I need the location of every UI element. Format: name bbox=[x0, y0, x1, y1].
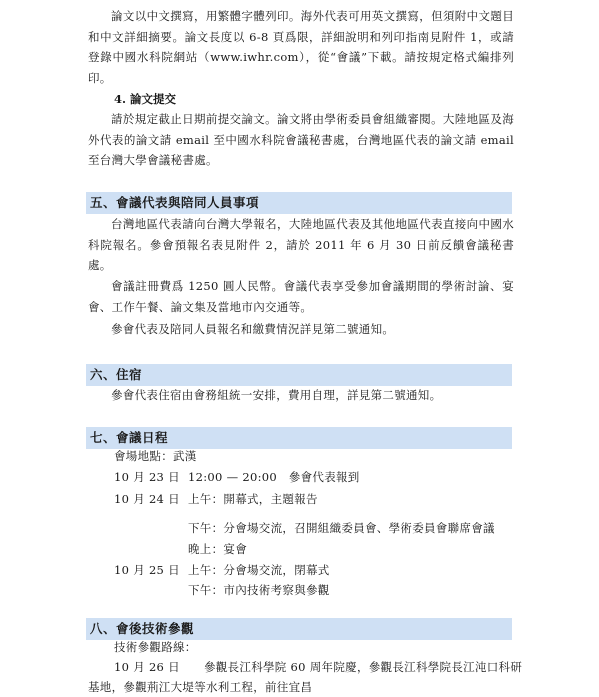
venue-line: 會場地點：武漢 bbox=[114, 449, 197, 463]
section5-paragraph-1: 台灣地區代表請向台灣大學報名，大陸地區代表及其他地區代表直接向中國水科院報名。參會預報名表見附件 2，請於 2011 年 6 月 30 日前反饋會議秘書處。 bbox=[88, 217, 514, 272]
schedule-item: 下午：分會場交流，召開組織委員會、學術委員會聯席會議 bbox=[188, 521, 495, 535]
submission-paragraph: 請於規定截止日期前提交論文。論文將由學術委員會組織審閱。大陸地區及海外代表的論文請 email 至中國水科院會議秘書處，台灣地區代表的論文請 email 至台灣大學會議秘書處。 bbox=[88, 112, 514, 167]
section5-paragraph-2: 會議註冊費爲 1250 圓人民幣。會議代表享受參加會議期間的學術討論、宴會、工作午餐、論文集及當地市內交通等。 bbox=[88, 279, 514, 314]
submission-heading: 4. 論文提交 bbox=[114, 92, 177, 106]
schedule-item: 晚上：宴會 bbox=[188, 542, 247, 556]
section-title-8: 八、會後技術參觀 bbox=[90, 621, 195, 636]
schedule-date: 10 月 24 日 bbox=[114, 492, 180, 506]
section-title-7: 七、會議日程 bbox=[90, 430, 169, 445]
section-header-5 bbox=[86, 192, 512, 214]
route-text-1: 參觀長江科學院 60 周年院慶，參觀長江科學院長江沌口科研 bbox=[204, 660, 523, 674]
schedule-item: 上午：開幕式，主題報告 bbox=[188, 492, 318, 506]
section6-paragraph: 參會代表住宿由會務組統一安排，費用自理，詳見第二號通知。 bbox=[111, 388, 442, 402]
intro-paragraph: 論文以中文撰寫，用繁體字體列印。海外代表可用英文撰寫，但須附中文題目和中文詳細摘要。論文長度以 6-8 頁爲限，詳細說明和列印指南見附件 1，或請登錄中國水科院網站（www.iwhr.com），從“會議”下載。請按規定格式編排列印。 bbox=[88, 9, 514, 85]
route-label: 技術參觀路線： bbox=[114, 640, 197, 654]
schedule-item: 上午：分會場交流，閉幕式 bbox=[188, 563, 330, 577]
section5-paragraph-3: 參會代表及陪同人員報名和繳費情況詳見第二號通知。 bbox=[111, 322, 395, 336]
schedule-item: 下午：市內技術考察與參觀 bbox=[188, 583, 330, 597]
route-date: 10 月 26 日 bbox=[114, 660, 180, 674]
schedule-date: 10 月 23 日 bbox=[114, 470, 180, 484]
section-header-6 bbox=[86, 364, 512, 386]
route-text-2: 基地，參觀荊江大堤等水利工程，前往宜昌 bbox=[88, 680, 313, 694]
section-title-6: 六、住宿 bbox=[90, 367, 143, 382]
schedule-date: 10 月 25 日 bbox=[114, 563, 180, 577]
section-title-5: 五、會議代表與陪同人員事項 bbox=[90, 195, 260, 210]
schedule-item: 12:00 — 20:00 參會代表報到 bbox=[188, 470, 360, 484]
